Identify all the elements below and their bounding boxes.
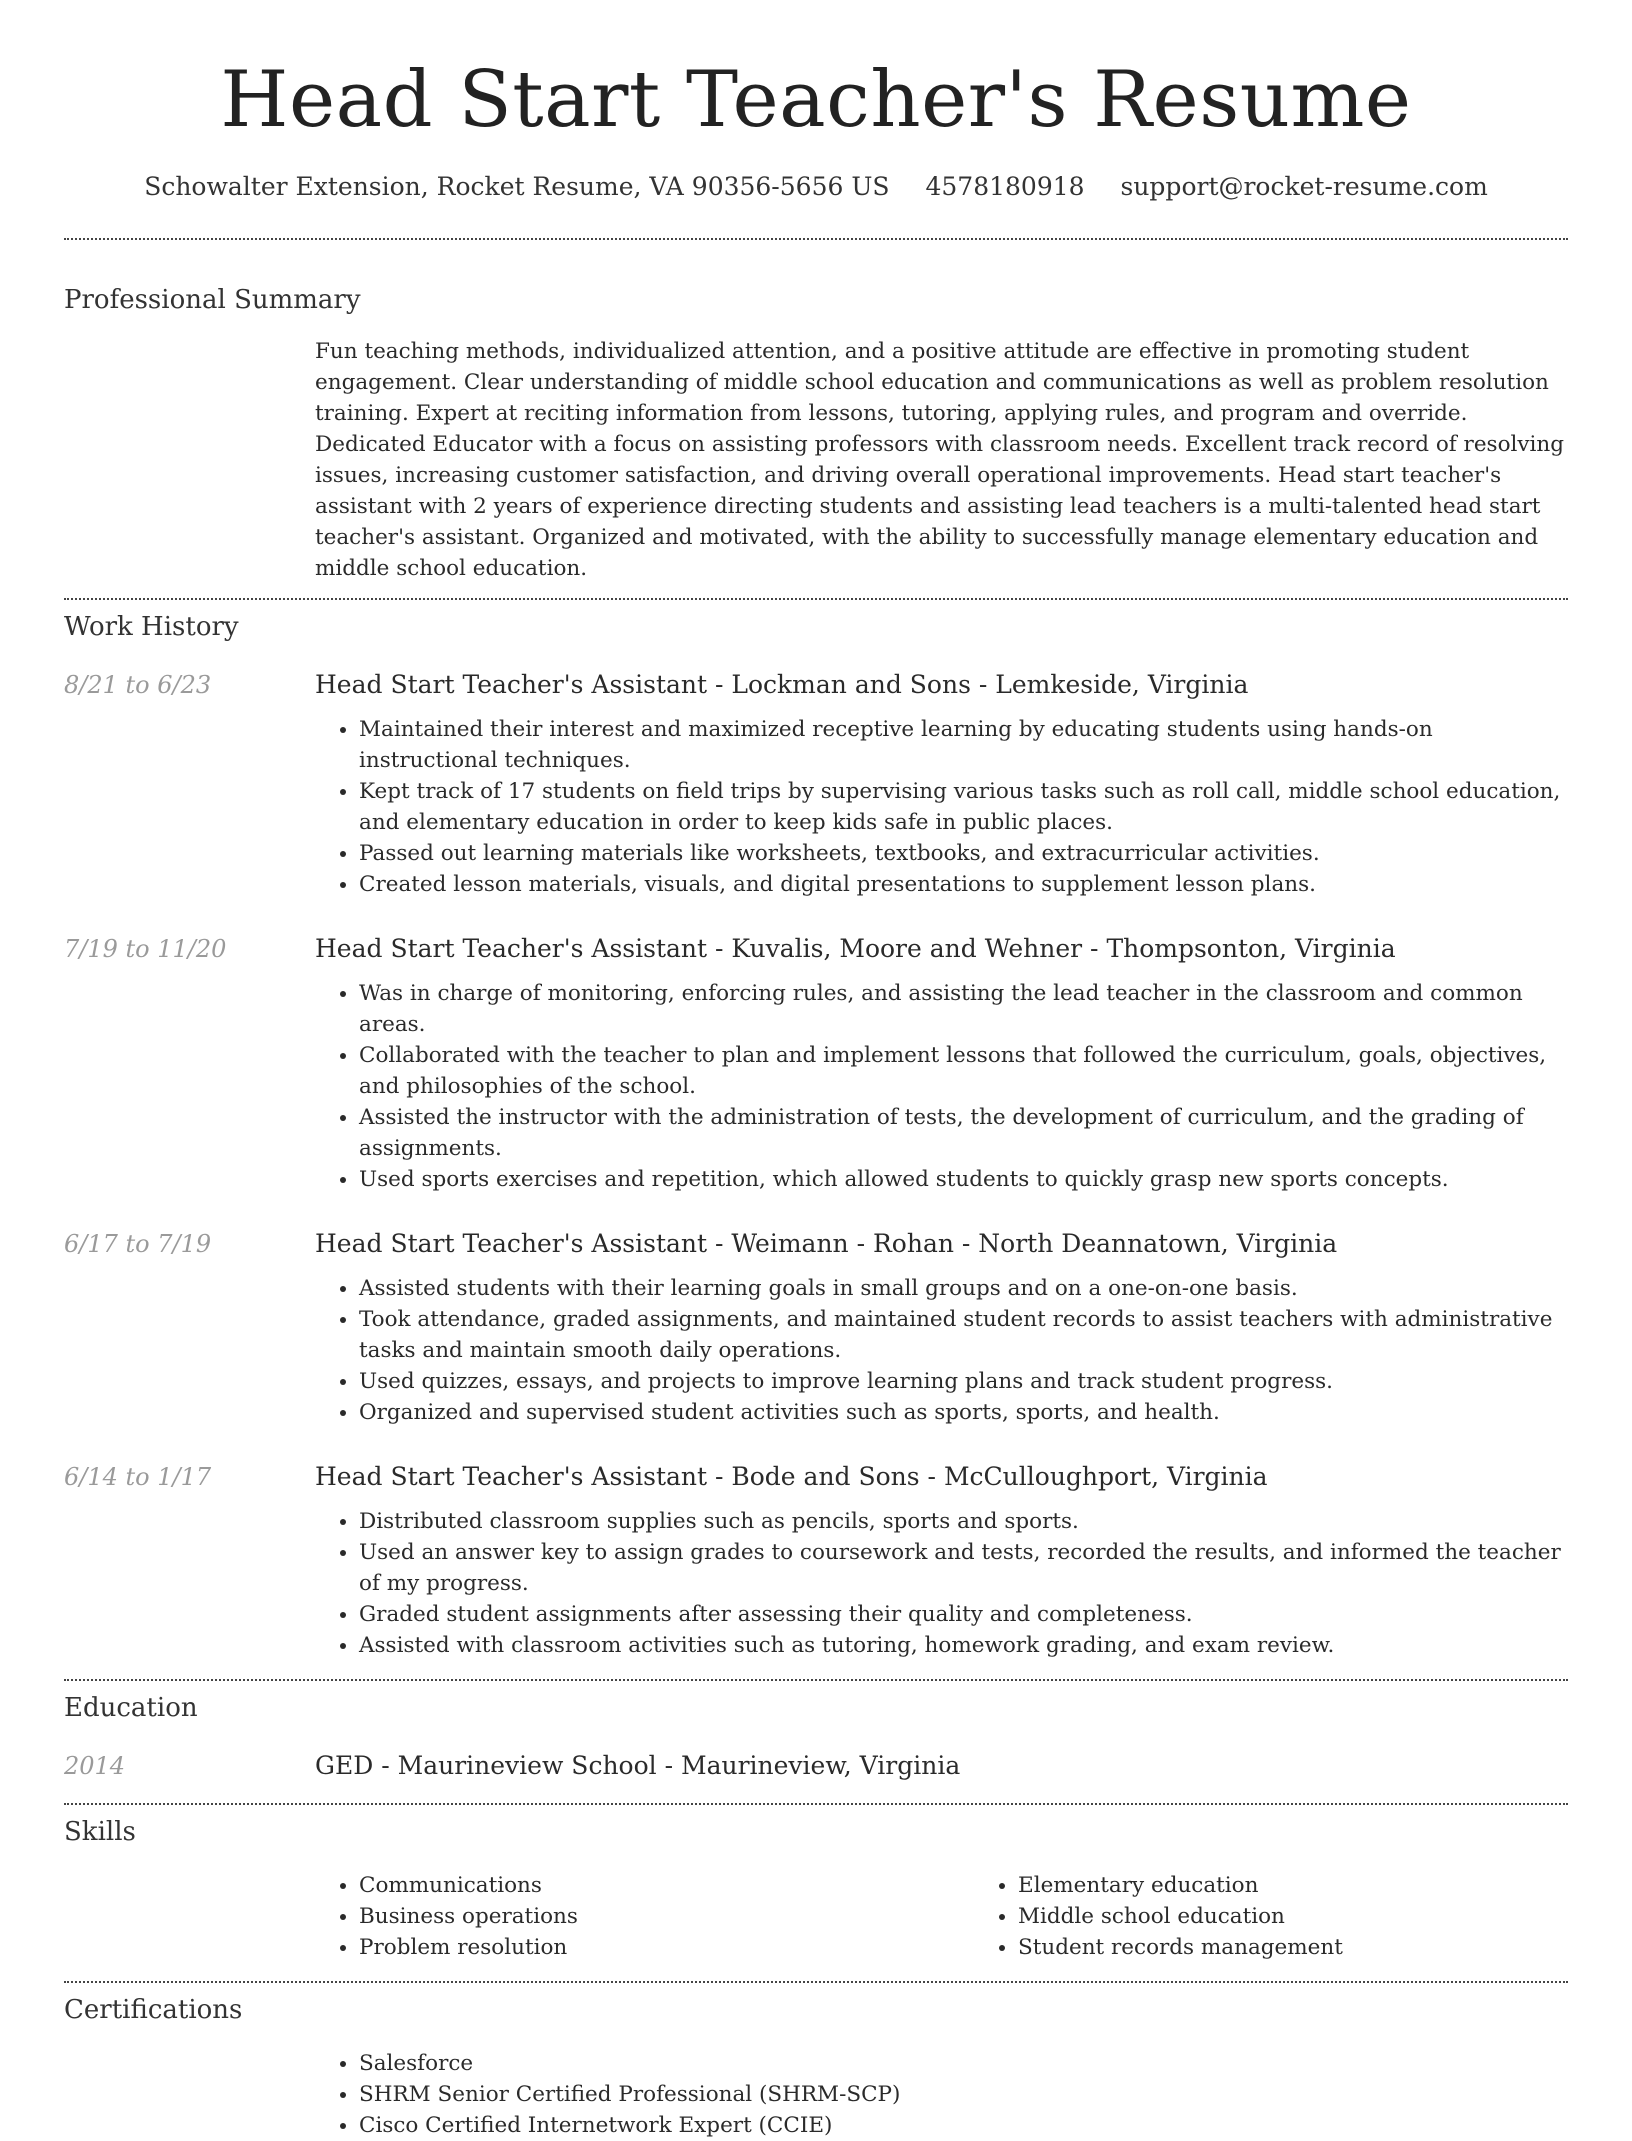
certifications-row xyxy=(64,2048,1568,2141)
job-entry xyxy=(64,668,1568,900)
job-bullets xyxy=(315,978,1568,1195)
contact-line xyxy=(64,170,1568,204)
job-title: Head Start Teacher's Assistant - Weimann - Rohan - North Deannatown, Virginia xyxy=(315,1229,1338,1258)
job-bullet: • Maintained their interest and maximized receptive learning by educating students using hands-on instructional techniques. xyxy=(359,714,1568,776)
job-title: Head Start Teacher's Assistant - Lockman and Sons - Lemkeside, Virginia xyxy=(315,670,1249,699)
skills-left-spacer xyxy=(64,1870,315,1963)
job-bullet: • Kept track of 17 students on field trips by supervising various tasks such as roll call, middle school education, and elementary education in order to keep kids safe in public places. xyxy=(359,776,1568,838)
skill-item: • Problem resolution xyxy=(359,1932,974,1963)
job-bullet: • Assisted with classroom activities such as tutoring, homework grading, and exam review. xyxy=(359,1630,1568,1661)
job-bullet: • Graded student assignments after assessing their quality and completeness. xyxy=(359,1599,1568,1630)
certifications-left-spacer xyxy=(64,2048,315,2141)
education-title: GED - Maurineview School - Maurineview, Virginia xyxy=(315,1751,961,1780)
job-dates: 7/19 to 11/20 xyxy=(64,935,227,963)
skill-item: • Communications xyxy=(359,1870,974,1901)
certification-item: • Salesforce xyxy=(359,2048,1568,2079)
contact-address: Schowalter Extension, Rocket Resume, VA 90356-5656 US xyxy=(144,172,890,201)
job-bullet: • Distributed classroom supplies such as pencils, sports and sports. xyxy=(359,1506,1568,1537)
resume-page xyxy=(64,0,1568,2141)
skills-list xyxy=(315,1870,974,1963)
divider xyxy=(64,1981,1568,1983)
job-bullet: • Used sports exercises and repetition, which allowed students to quickly grasp new sports concepts. xyxy=(359,1164,1568,1195)
job-dates: 6/17 to 7/19 xyxy=(64,1230,212,1258)
skill-item: • Student records management xyxy=(1018,1932,1632,1963)
job-bullet: • Passed out learning materials like worksheets, textbooks, and extracurricular activities. xyxy=(359,838,1568,869)
certification-item: • Cisco Certified Internetwork Expert (CCIE) xyxy=(359,2110,1568,2141)
divider xyxy=(64,238,1568,240)
summary-heading: Professional Summary xyxy=(64,285,361,315)
contact-phone: 4578180918 xyxy=(925,172,1085,201)
job-bullet: • Was in charge of monitoring, enforcing rules, and assisting the lead teacher in the classroom and common areas. xyxy=(359,978,1568,1040)
certifications-list xyxy=(315,2048,1568,2141)
skills-heading: Skills xyxy=(64,1817,136,1847)
skills-columns xyxy=(315,1870,1632,1963)
summary-row xyxy=(64,336,1568,584)
certification-item: • SHRM Senior Certified Professional (SHRM-SCP) xyxy=(359,2079,1568,2110)
certifications-heading: Certifications xyxy=(64,1995,243,2025)
job-title: Head Start Teacher's Assistant - Kuvalis, Moore and Wehner - Thompsonton, Virginia xyxy=(315,934,1396,963)
job-bullet: • Created lesson materials, visuals, and digital presentations to supplement lesson plans. xyxy=(359,869,1568,900)
job-bullet: • Used quizzes, essays, and projects to improve learning plans and track student progress. xyxy=(359,1366,1568,1397)
job-dates: 8/21 to 6/23 xyxy=(64,671,212,699)
resume-title: Head Start Teacher's Resume xyxy=(220,55,1412,145)
skills-list xyxy=(974,1870,1632,1963)
education-heading: Education xyxy=(64,1693,198,1723)
summary-text: Fun teaching methods, individualized attention, and a positive attitude are effective in promoting student engagement. Clear understanding of middle school education and communications as well as problem resolution training. Expert at reciting information from lessons, tutoring, applying rules, and program and override. Dedicated Educator with a focus on assisting professors with classroom needs. Excellent track record of resolving issues, increasing customer satisfaction, and driving overall operational improvements. Head start teacher's assistant with 2 years of experience directing students and assisting lead teachers is a multi-talented head start teacher's assistant. Organized and motivated, with the ability to successfully manage elementary education and middle school education. xyxy=(315,339,1565,581)
job-dates: 6/14 to 1/17 xyxy=(64,1463,212,1491)
job-bullet: • Assisted the instructor with the administration of tests, the development of curriculum, and the grading of assignments. xyxy=(359,1102,1568,1164)
education-year: 2014 xyxy=(64,1752,126,1780)
job-bullets xyxy=(315,1506,1568,1661)
job-entry xyxy=(64,1460,1568,1661)
job-bullets xyxy=(315,1273,1568,1428)
job-entry xyxy=(64,932,1568,1195)
skill-item: • Middle school education xyxy=(1018,1901,1632,1932)
job-bullet: • Took attendance, graded assignments, and maintained student records to assist teachers with administrative tasks and maintain smooth daily operations. xyxy=(359,1304,1568,1366)
job-bullet: • Used an answer key to assign grades to coursework and tests, recorded the results, and informed the teacher of my progress. xyxy=(359,1537,1568,1599)
skill-item: • Business operations xyxy=(359,1901,974,1932)
job-bullet: • Collaborated with the teacher to plan and implement lessons that followed the curriculum, goals, objectives, and philosophies of the school. xyxy=(359,1040,1568,1102)
job-title: Head Start Teacher's Assistant - Bode and Sons - McCulloughport, Virginia xyxy=(315,1462,1268,1491)
skill-item: • Elementary education xyxy=(1018,1870,1632,1901)
divider xyxy=(64,1803,1568,1805)
job-bullets xyxy=(315,714,1568,900)
contact-email: support@rocket-resume.com xyxy=(1120,172,1488,201)
skills-row xyxy=(64,1870,1568,1963)
job-bullet: • Assisted students with their learning goals in small groups and on a one-on-one basis. xyxy=(359,1273,1568,1304)
work-heading: Work History xyxy=(64,612,239,642)
job-entry xyxy=(64,1227,1568,1428)
divider xyxy=(64,1679,1568,1681)
summary-left-spacer xyxy=(64,336,315,584)
divider xyxy=(64,598,1568,600)
education-entry xyxy=(64,1749,1568,1783)
job-bullet: • Organized and supervised student activities such as sports, sports, and health. xyxy=(359,1397,1568,1428)
